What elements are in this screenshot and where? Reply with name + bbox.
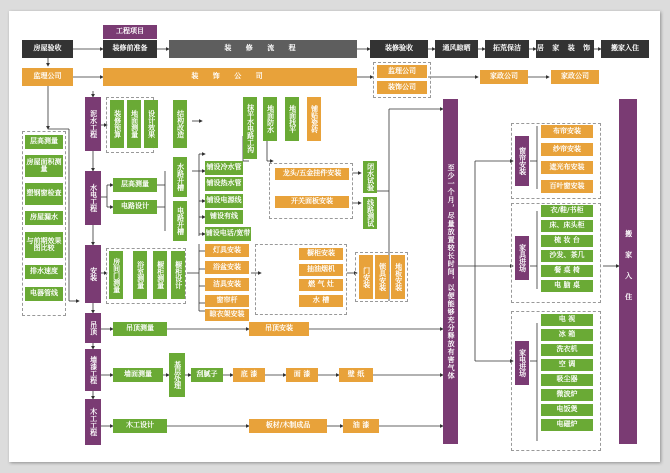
wall-measure: 墙面测量: [113, 368, 163, 382]
phase-mud-water: 泥水工程: [85, 97, 101, 151]
water-test: 闭水试验: [363, 161, 377, 193]
base-treatment: 基层处理: [169, 353, 185, 397]
curtain-install-label: 窗帘安装: [515, 136, 529, 186]
gauze-curtain: 纱帘安装: [541, 143, 593, 156]
structure-change: 结构改造: [173, 100, 187, 148]
lay-cold-pipe: 铺设冷水管: [205, 161, 243, 175]
washing-machine: 洗衣机: [541, 344, 593, 356]
air-conditioner: 空 调: [541, 359, 593, 371]
circuit-test: 线路测试: [363, 197, 377, 229]
phase-ceiling: 吊顶: [85, 313, 101, 343]
housekeeping-company-2: 家政公司: [551, 70, 599, 84]
bed-cabinet: 床、床头柜: [541, 220, 593, 232]
floor-measure: 地面测量: [127, 100, 141, 148]
cabinet-install: 橱柜安装: [299, 248, 343, 260]
sink: 水 槽: [299, 295, 343, 307]
putty: 刮腻子: [191, 368, 223, 382]
check-electric-line: 电器管线: [25, 287, 63, 301]
design-effect: 设计效果: [144, 100, 158, 148]
stage-decoration-process: 装 修 流 程: [169, 40, 357, 58]
decoration-company-2: 装饰公司: [377, 81, 427, 94]
lay-power-line: 铺设电源线: [205, 194, 243, 208]
primer: 底 漆: [233, 368, 265, 382]
wall-floor-waterproof: 抹平水电路工沟: [243, 97, 257, 159]
wood-design: 木工设计: [113, 419, 167, 433]
curtain-rod: 窗帘杆: [205, 295, 249, 307]
sofa-tea-table: 沙发、茶几: [541, 250, 593, 262]
circuit-design: 电路设计: [113, 200, 157, 214]
board-wood-product: 板材/木制成品: [249, 419, 327, 433]
topcoat: 面 漆: [286, 368, 318, 382]
ceiling-install: 吊顶安装: [249, 322, 309, 336]
computer-desk: 电 脑 桌: [541, 280, 593, 292]
switch-panel-install: 开关面板安装: [275, 196, 349, 208]
water-slot: 水路开槽: [173, 157, 187, 197]
stage-cleaning: 拓荒保洁: [485, 40, 529, 58]
check-floor-area: 房屋面积测量: [25, 155, 63, 177]
rice-cooker: 电饭煲: [541, 404, 593, 416]
ground-waterproof: 地面防水: [263, 97, 277, 141]
phase-wall-paint: 墙漆工程: [85, 349, 101, 391]
door-install: 门安装: [359, 255, 373, 299]
lay-phone-broadband: 铺设电话/宽带: [205, 227, 251, 241]
check-compare: 与前期效果图比较: [25, 232, 63, 258]
move-in-bar: 搬家入住: [619, 99, 637, 444]
floor-install: 地板安装: [391, 255, 405, 299]
stage-pre-decoration: 装修前准备: [103, 40, 157, 58]
ceiling-measure: 吊顶测量: [113, 322, 167, 336]
stage-house-acceptance: 房屋验收: [22, 40, 73, 58]
dresser: 梳 妆 台: [541, 235, 593, 247]
blackout-curtain: 遮光布安装: [541, 161, 593, 174]
lay-cable-line: 铺设有线: [205, 210, 243, 224]
cloth-curtain: 布帘安装: [541, 125, 593, 138]
lay-hot-pipe: 铺设热水管: [205, 177, 243, 191]
stage-home-furnishing: 居 家 装 饰: [536, 40, 594, 58]
tile-laying: 铺贴瓷砖: [307, 97, 321, 141]
check-leak: 房屋漏水: [25, 211, 63, 225]
check-floor-height: 层高测量: [25, 135, 63, 149]
microwave: 微波炉: [541, 389, 593, 401]
blinds: 百叶窗安装: [541, 180, 593, 193]
check-windows: 塑钢窗检查: [25, 183, 63, 205]
stage-ventilation: 通风晾晒: [435, 40, 478, 58]
bath-install: 浴盆安装: [205, 261, 249, 274]
stage-decoration-acceptance: 装修验收: [370, 40, 428, 58]
bathroom-measure: 浴室测量: [133, 251, 147, 299]
floor-height-measure: 层高测量: [113, 178, 157, 192]
furniture-label: 家具进场: [515, 236, 529, 280]
range-hood: 抽油烟机: [299, 264, 343, 276]
wallpaper: 壁 纸: [339, 368, 373, 382]
supervision-company: 监理公司: [22, 68, 73, 86]
ground-level: 地面找平: [285, 97, 299, 141]
wardrobe: 衣/鞋/书柜: [541, 205, 593, 217]
stage-project: 工程项目: [103, 25, 157, 39]
decoration-budget: 装修预算: [110, 100, 124, 148]
decoration-company-bar: 装 饰 公 司: [103, 68, 357, 86]
phase-install: 安装: [85, 245, 101, 303]
room-door-measure: 房间门测量: [109, 251, 123, 299]
electric-slot: 电路开槽: [173, 201, 187, 241]
cabinet-measure: 橱柜测量: [153, 251, 167, 299]
gas-stove: 燃 气 灶: [299, 279, 343, 291]
toilet-install: 洁具安装: [205, 278, 249, 291]
appliance-label: 家电进场: [515, 341, 529, 385]
lamp-install: 灯具安装: [205, 244, 249, 257]
fridge: 冰 箱: [541, 329, 593, 341]
check-drain-speed: 排水速度: [25, 265, 63, 279]
phase-water-electric: 水电工程: [85, 171, 101, 225]
faucet-hardware-install: 龙头/五金挂件安装: [275, 168, 349, 180]
lock-install: 锁具安装: [375, 255, 389, 299]
induction-cooker: 电磁炉: [541, 419, 593, 431]
housekeeping-company-1: 家政公司: [480, 70, 528, 84]
vacuum: 吸尘器: [541, 374, 593, 386]
lacquer: 油 漆: [343, 419, 379, 433]
stage-move-in: 搬家入住: [601, 40, 649, 58]
supervision-company-2: 监理公司: [377, 65, 427, 78]
cabinet-design: 橱柜设计: [171, 251, 185, 299]
ventilation-note-bar: 至少一个月，尽量放置较长时间，以便能够充分释放有害气体: [443, 99, 458, 444]
flowchart-canvas: [9, 11, 660, 462]
tv: 电 视: [541, 314, 593, 326]
dining-table: 餐 桌 椅: [541, 265, 593, 277]
drying-rack-install: 晾衣架安装: [205, 309, 249, 321]
phase-wood: 木工工程: [85, 399, 101, 445]
